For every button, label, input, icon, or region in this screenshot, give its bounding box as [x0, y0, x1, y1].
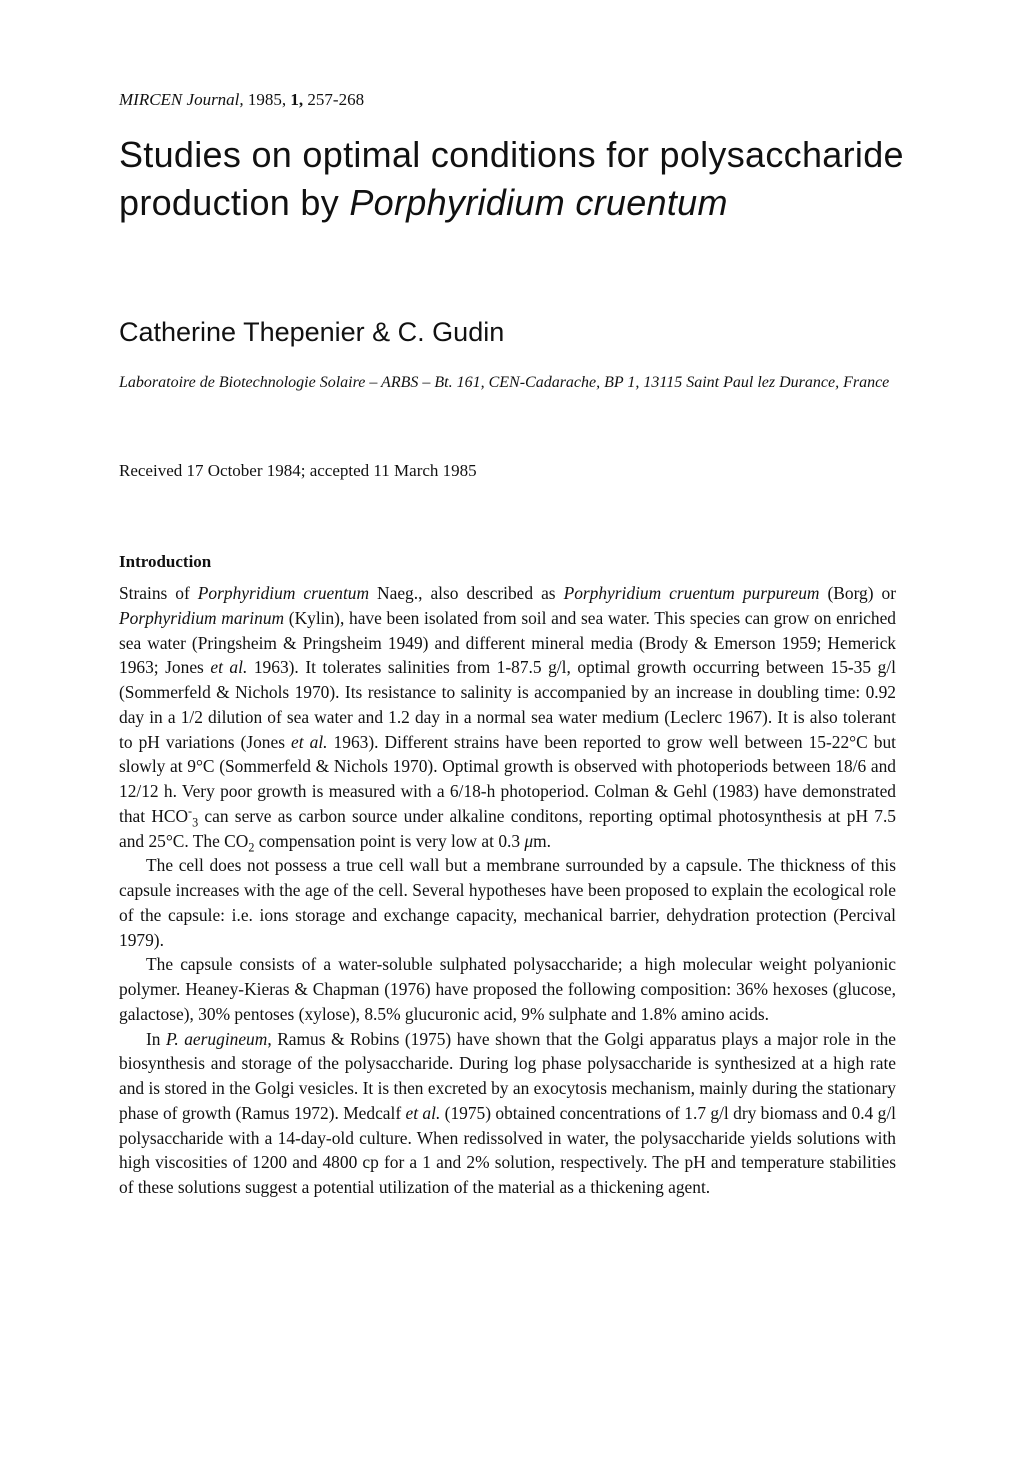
- journal-pages: 257-268: [307, 90, 365, 109]
- et-al: et al.: [405, 1102, 441, 1123]
- text-run: (1975) obtained concentrations of 1.7 g/l dry biomass and 0.4 g/l polysaccharide with a 14-day-old culture. When redissolved in water, the polysaccharide yields solutions with high viscosities of 1200 and 4800 cp for a 1 and 2% solution, respectively. The pH and temperature stabilities of these solutions suggest a potential utilization of the material as a thickening agent.: [119, 1102, 896, 1197]
- title-text: Studies on optimal conditions for polysaccharide production by: [119, 134, 904, 223]
- author-affiliation: Laboratoire de Biotechnologie Solaire – ARBS – Bt. 161, CEN-Cadarache, BP 1, 13115 Saint Paul lez Durance, France: [119, 374, 890, 391]
- micro-symbol: μ: [524, 830, 534, 851]
- text-run: , Ramus & Robins (1975) have shown that the Golgi apparatus plays a major role in the biosynthesis and storage of the polysaccharide. During log phase polysaccharide is synthesized at a high rate and is stored in the Golgi vesicles. It is then excreted by an exocytosis mechanism, mainly during the stationary phase of growth (Ramus 1972). Medcalf: [119, 1028, 896, 1123]
- author-list: Catherine Thepenier & C. Gudin: [119, 317, 505, 347]
- paragraph-1: [119, 581, 896, 853]
- received-dates: Received 17 October 1984; accepted 11 March 1985: [119, 461, 477, 480]
- section-heading-introduction: Introduction: [119, 552, 212, 571]
- text-run: compensation point is very low at 0.3: [254, 830, 525, 851]
- paragraph-2: The cell does not possess a true cell wall but a membrane surrounded by a capsule. The thickness of this capsule increases with the age of the cell. Several hypotheses have been proposed to explain the ecological role of the capsule: i.e. ions storage and exchange capacity, mechanical barrier, dehydration protection (Percival 1979).: [119, 855, 896, 950]
- text-run: can serve as carbon source under alkaline conditons, reporting optimal photosynthesis at pH 7.5 and 25°C. The CO: [119, 805, 896, 851]
- et-al: et al.: [210, 657, 248, 678]
- text-run: In: [146, 1028, 166, 1049]
- journal-volume: 1,: [290, 90, 304, 109]
- text-run: m.: [533, 830, 552, 851]
- paragraph-4: [119, 1027, 896, 1200]
- text-run: Naeg., also described as: [369, 583, 564, 603]
- superscript: -: [188, 803, 193, 818]
- species-name: Porphyridium cruentum: [197, 583, 370, 603]
- et-al: et al.: [291, 731, 328, 752]
- text-run: 1963). Different strains have been reported to grow well between 15-22°C but slowly at 9°C (Sommerfeld & Nichols 1970). Optimal growth is observed with photoperiods between 18/6 and 12/12 h. Very poor growth is measured with a 6/18-h photoperiod. Colman & Gehl (1983) have demonstrated that HCO: [119, 731, 896, 826]
- text-run: (Borg) or: [819, 583, 897, 603]
- subscript: 3: [192, 815, 199, 830]
- species-name: Porphyridium cruentum purpureum: [563, 583, 820, 603]
- text-run: Strains of: [119, 583, 198, 603]
- species-name: Porphyridium marinum: [119, 607, 285, 628]
- journal-year: 1985,: [247, 90, 287, 109]
- text-run: (Kylin), have been isolated from soil and sea water. This species can grow on enriched sea water (Pringsheim & Pringsheim 1949) and different mineral media (Brody & Emerson 1959; Hemerick 1963; Jones: [119, 607, 896, 678]
- text-run: 1963). It tolerates salinities from 1-87.5 g/l, optimal growth occurring between 15-35 g/l (Sommerfeld & Nichols 1970). Its resistance to salinity is accompanied by an increase in doubling time: 0.92 day in a 1/2 dilution of sea water and 1.2 day in a normal sea water medium (Leclerc 1967). It is also tolerant to pH variations (Jones: [119, 657, 896, 752]
- article-title: [119, 131, 919, 227]
- journal-name: MIRCEN Journal,: [119, 90, 244, 109]
- journal-citation: [119, 89, 364, 111]
- paragraph-3: The capsule consists of a water-soluble sulphated polysaccharide; a high molecular weight polyanionic polymer. Heaney-Kieras & Chapman (1976) have proposed the following composition: 36% hexoses (glucose, galactose), 30% pentoses (xylose), 8.5% glucuronic acid, 9% sulphate and 1.8% amino acids.: [119, 954, 896, 1024]
- title-species: Porphyridium cruentum: [349, 182, 728, 223]
- introduction-body: [119, 581, 896, 1200]
- species-name: P. aerugineum: [166, 1028, 268, 1049]
- subscript: 2: [248, 839, 255, 854]
